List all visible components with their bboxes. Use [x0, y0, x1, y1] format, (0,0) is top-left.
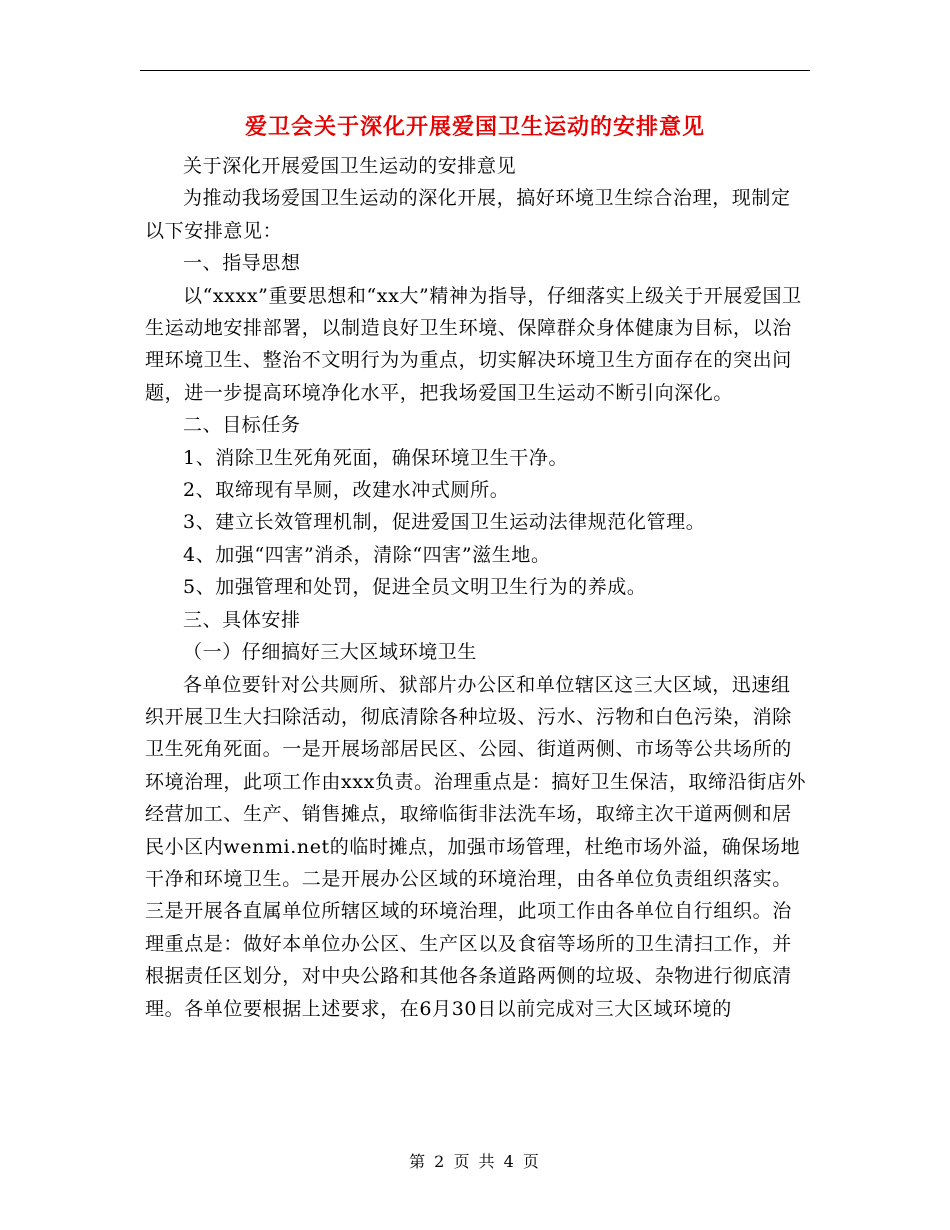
subsection-heading-three-areas: （一）仔细搞好三大区域环境卫生 [183, 641, 478, 664]
three-areas-paragraph: 各单位要针对公共厕所、狱部片办公区和单位辖区这三大区域，迅速组织开展卫生大扫除活动，彻底清除各种垃圾、污水、污物和白色污染，消除卫生死角死面。一是开展场部居民区、公园、街道两侧、市场等公共场所的环境治理，此项工作由xxx负责。治理重点是：搞好卫生保洁，取缔沿街店外经营加工、生产、销售摊点，取缔临街非法洗车场，取缔主次干道两侧和居民小区内wenmi.net的临时摊点，加强市场管理，杜绝市场外溢，确保场地干净和环境卫生。二是开展办公区域的环境治理，由各单位负责组织落实。三是开展各直属单位所辖区域的环境治理，此项工作由各单位自行组织。治理重点是：做好本单位办公区、生产区以及食宿等场所的卫生清扫工作，并根据责任区划分，对中央公路和其他各条道路两侧的垃圾、杂物进行彻底清理。各单位要根据上述要求，在6月30日以前完成对三大区域环境的 [145, 673, 807, 1020]
goal-item-5: 5、加强管理和处罚，促进全员文明卫生行为的养成。 [183, 576, 647, 599]
document-title: 爱卫会关于深化开展爱国卫生运动的安排意见 [244, 114, 705, 140]
guiding-ideology-paragraph: 以“xxxx”重要思想和“xx大”精神为指导，仔细落实上级关于开展爱国卫生运动地安排部署，以制造良好卫生环境、保障群众身体健康为目标，以治理环境卫生、整治不文明行为为重点，切实解决环境卫生方面存在的突出问题，进一步提高环境净化水平，把我场爱国卫生运动不断引向深化。 [145, 284, 802, 404]
goal-item-3: 3、建立长效管理机制，促进爱国卫生运动法律规范化管理。 [183, 511, 706, 534]
goal-item-4: 4、加强“四害”消杀，清除“四害”滋生地。 [183, 543, 551, 566]
document-body [145, 150, 810, 1025]
section-heading-arrangements: 三、具体安排 [183, 608, 301, 631]
section-heading-goals: 二、目标任务 [183, 414, 301, 437]
subtitle-paragraph: 关于深化开展爱国卫生运动的安排意见 [183, 155, 517, 177]
intro-paragraph: 为推动我场爱国卫生运动的深化开展，搞好环境卫生综合治理，现制定以下安排意见： [145, 187, 791, 242]
page-number: 第 2 页 共 4 页 [409, 1152, 541, 1171]
goal-item-2: 2、取缔现有旱厕，改建水冲式厕所。 [183, 479, 510, 502]
header-rule [140, 70, 810, 71]
goal-item-1: 1、消除卫生死角死面，确保环境卫生干净。 [183, 446, 569, 469]
section-heading-guiding-ideology: 一、指导思想 [183, 252, 301, 275]
